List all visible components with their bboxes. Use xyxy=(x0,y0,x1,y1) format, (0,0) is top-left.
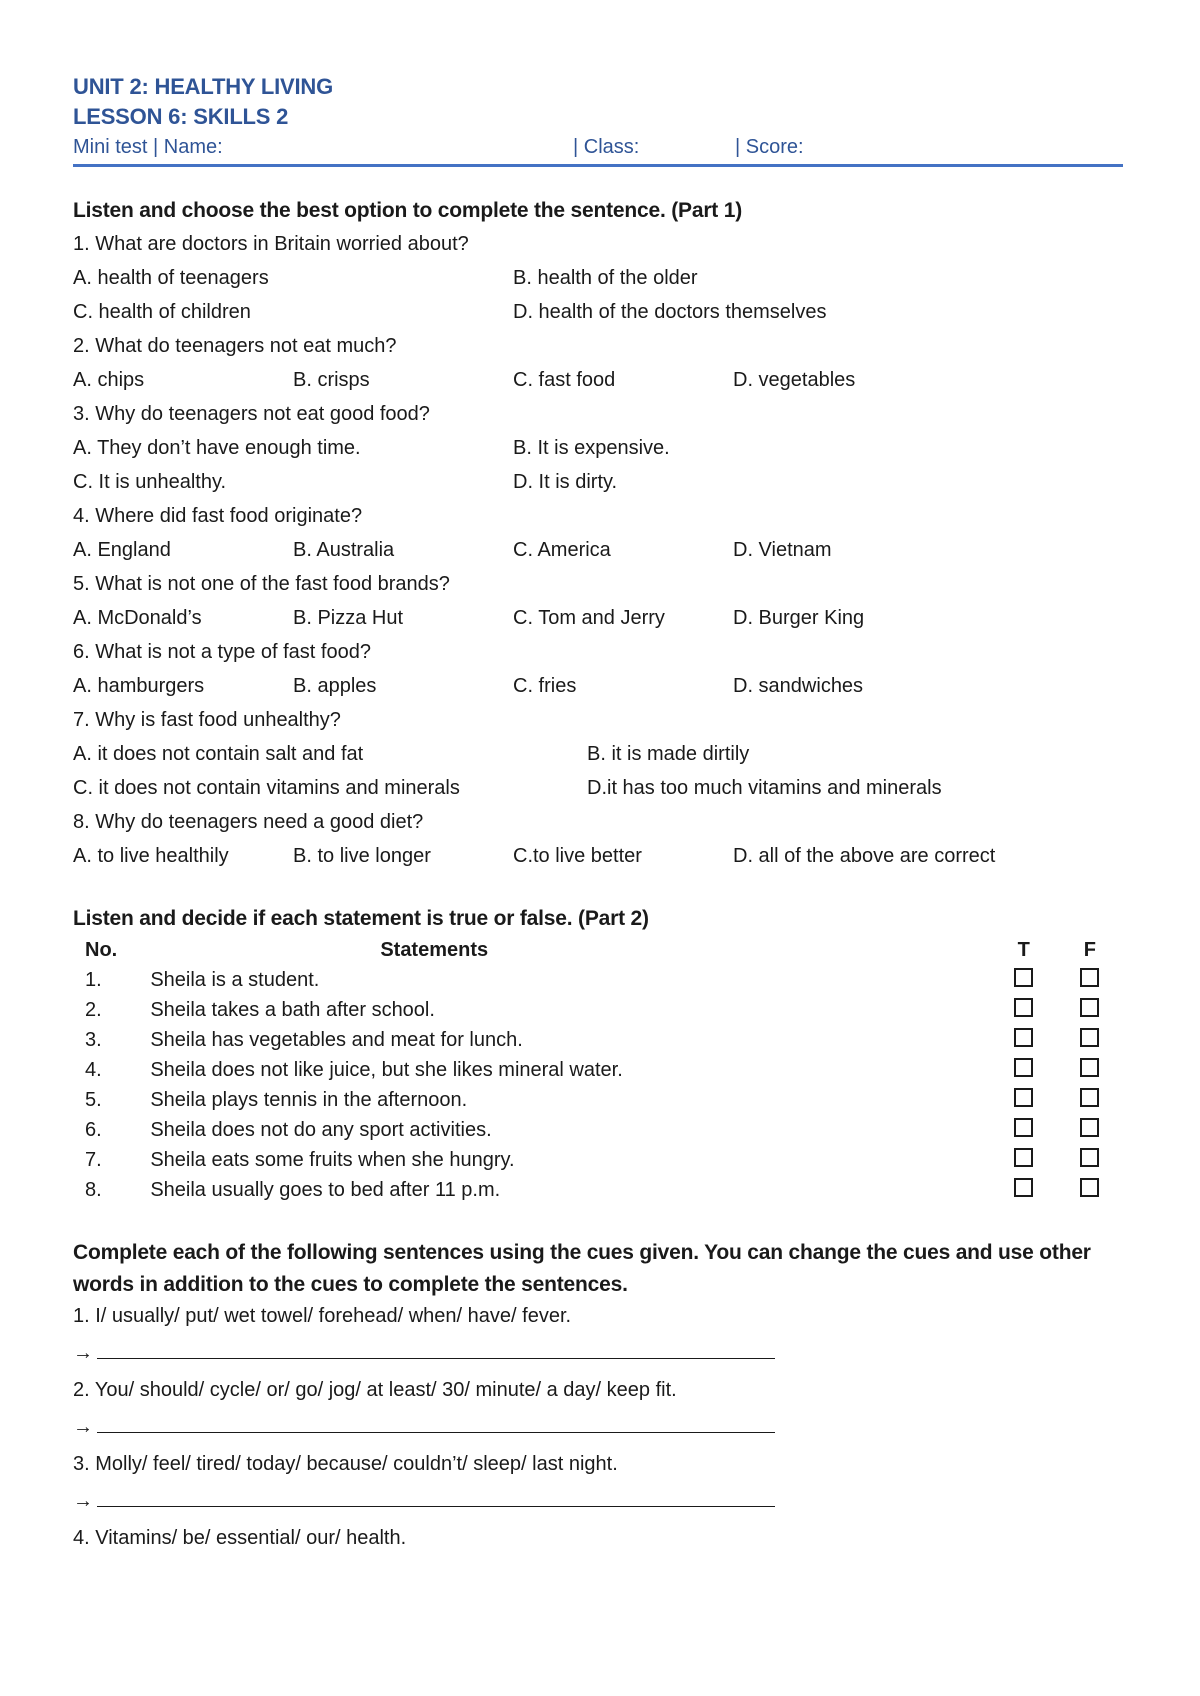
answer-option[interactable]: C. It is unhealthy. xyxy=(73,471,227,493)
part3-title-line2: words in addition to the cues to complete the sentences. xyxy=(73,1273,628,1296)
options-row xyxy=(73,737,1123,771)
statement-text: Sheila plays tennis in the afternoon. xyxy=(150,1088,468,1111)
statement-text: Sheila does not like juice, but she likes mineral water. xyxy=(150,1058,623,1081)
statement-text: Sheila does not do any sport activities. xyxy=(150,1118,492,1141)
true-cell xyxy=(991,1055,1057,1085)
arrow-icon: → xyxy=(73,1490,93,1512)
col-false: F xyxy=(1083,938,1096,961)
worksheet xyxy=(73,72,1123,1553)
cue-sentence: 1. I/ usually/ put/ wet towel/ forehead/ when/ have/ fever. xyxy=(73,1305,572,1327)
table-row xyxy=(73,1115,1123,1145)
table-row xyxy=(73,1145,1123,1175)
cue-sentence: 4. Vitamins/ be/ essential/ our/ health. xyxy=(73,1527,407,1549)
write-in-line[interactable] xyxy=(97,1412,775,1433)
answer-option[interactable]: A. health of teenagers xyxy=(73,267,269,289)
question-text: 6. What is not a type of fast food? xyxy=(73,641,371,663)
false-checkbox[interactable] xyxy=(1080,1118,1099,1137)
arrow-icon: → xyxy=(73,1342,93,1364)
part2-title: Listen and decide if each statement is true or false. (Part 2) xyxy=(73,907,649,930)
answer-option[interactable]: C. fast food xyxy=(513,369,616,391)
question-text: 2. What do teenagers not eat much? xyxy=(73,335,397,357)
answer-option[interactable]: D. health of the doctors themselves xyxy=(513,301,827,323)
false-checkbox[interactable] xyxy=(1080,1028,1099,1047)
true-cell xyxy=(991,1115,1057,1145)
answer-option[interactable]: D. Burger King xyxy=(733,607,865,629)
answer-option[interactable]: B. It is expensive. xyxy=(513,437,670,459)
true-checkbox[interactable] xyxy=(1014,1118,1033,1137)
statement-text: Sheila usually goes to bed after 11 p.m. xyxy=(150,1178,501,1201)
write-in-line[interactable] xyxy=(97,1338,775,1359)
true-cell xyxy=(991,1145,1057,1175)
answer-option[interactable]: A. chips xyxy=(73,369,145,391)
true-checkbox[interactable] xyxy=(1014,998,1033,1017)
answer-option[interactable]: D. vegetables xyxy=(733,369,856,391)
col-statements: Statements xyxy=(380,938,489,961)
answer-option[interactable]: D. Vietnam xyxy=(733,539,832,561)
statement-number: 1. xyxy=(85,968,102,991)
info-row xyxy=(73,132,1123,167)
false-cell xyxy=(1057,1115,1123,1145)
answer-option[interactable]: B. crisps xyxy=(293,369,370,391)
cue-sentence: 2. You/ should/ cycle/ or/ go/ jog/ at least/ 30/ minute/ a day/ keep fit. xyxy=(73,1379,677,1401)
answer-line xyxy=(73,1331,1123,1375)
part3-items xyxy=(73,1301,1123,1553)
part1-title: Listen and choose the best option to complete the sentence. (Part 1) xyxy=(73,199,743,222)
statement-number: 5. xyxy=(85,1088,102,1111)
answer-line xyxy=(73,1479,1123,1523)
unit-title: UNIT 2: HEALTHY LIVING xyxy=(73,74,334,99)
true-checkbox[interactable] xyxy=(1014,1028,1033,1047)
statement-text: Sheila eats some fruits when she hungry. xyxy=(150,1148,515,1171)
class-field-label: | Class: xyxy=(573,136,640,158)
answer-option[interactable]: D.it has too much vitamins and minerals xyxy=(587,777,942,799)
statement-number: 4. xyxy=(85,1058,102,1081)
true-cell xyxy=(991,1025,1057,1055)
table-row xyxy=(73,1055,1123,1085)
answer-option[interactable]: B. health of the older xyxy=(513,267,698,289)
answer-line xyxy=(73,1405,1123,1449)
question-text: 4. Where did fast food originate? xyxy=(73,505,363,527)
options-row xyxy=(73,431,1123,465)
true-false-table xyxy=(73,935,1123,1205)
options-row xyxy=(73,533,1123,567)
true-cell xyxy=(991,965,1057,995)
table-row xyxy=(73,1175,1123,1205)
false-checkbox[interactable] xyxy=(1080,1148,1099,1167)
answer-option[interactable]: C. fries xyxy=(513,675,577,697)
false-cell xyxy=(1057,1085,1123,1115)
question-text: 7. Why is fast food unhealthy? xyxy=(73,709,341,731)
question-text: 5. What is not one of the fast food brands? xyxy=(73,573,450,595)
answer-option[interactable]: A. They don’t have enough time. xyxy=(73,437,361,459)
statement-text: Sheila is a student. xyxy=(150,968,320,991)
table-row xyxy=(73,1085,1123,1115)
answer-option[interactable]: C. it does not contain vitamins and minerals xyxy=(73,777,460,799)
cue-sentence: 3. Molly/ feel/ tired/ today/ because/ couldn’t/ sleep/ last night. xyxy=(73,1453,618,1475)
false-cell xyxy=(1057,995,1123,1025)
options-row xyxy=(73,601,1123,635)
table-row xyxy=(73,965,1123,995)
answer-option[interactable]: A. England xyxy=(73,539,171,561)
options-row xyxy=(73,839,1123,873)
answer-option[interactable]: D. all of the above are correct xyxy=(733,845,996,867)
statement-number: 8. xyxy=(85,1178,102,1201)
col-no: No. xyxy=(85,938,118,961)
options-row xyxy=(73,771,1123,805)
false-checkbox[interactable] xyxy=(1080,998,1099,1017)
part1-questions xyxy=(73,227,1123,873)
answer-option[interactable]: C. Tom and Jerry xyxy=(513,607,665,629)
score-field-label: | Score: xyxy=(735,136,804,158)
false-cell xyxy=(1057,1175,1123,1205)
answer-option[interactable]: C. health of children xyxy=(73,301,251,323)
true-checkbox[interactable] xyxy=(1014,1088,1033,1107)
true-cell xyxy=(991,1175,1057,1205)
false-cell xyxy=(1057,965,1123,995)
false-cell xyxy=(1057,1055,1123,1085)
answer-option[interactable]: C. America xyxy=(513,539,611,561)
answer-option[interactable]: A. hamburgers xyxy=(73,675,205,697)
statement-number: 6. xyxy=(85,1118,102,1141)
answer-option[interactable]: A. it does not contain salt and fat xyxy=(73,743,364,765)
question-text: 3. Why do teenagers not eat good food? xyxy=(73,403,430,425)
statement-number: 3. xyxy=(85,1028,102,1051)
true-checkbox[interactable] xyxy=(1014,1148,1033,1167)
question-text: 8. Why do teenagers need a good diet? xyxy=(73,811,424,833)
true-checkbox[interactable] xyxy=(1014,1178,1033,1197)
false-checkbox[interactable] xyxy=(1080,968,1099,987)
answer-option[interactable]: C.to live better xyxy=(513,845,642,867)
table-row xyxy=(73,1025,1123,1055)
false-checkbox[interactable] xyxy=(1080,1058,1099,1077)
options-row xyxy=(73,363,1123,397)
answer-option[interactable]: B. Pizza Hut xyxy=(293,607,404,629)
answer-option[interactable]: B. apples xyxy=(293,675,377,697)
statement-number: 7. xyxy=(85,1148,102,1171)
name-field-label: Mini test | Name: xyxy=(73,136,223,158)
statement-text: Sheila takes a bath after school. xyxy=(150,998,435,1021)
col-true: T xyxy=(1017,938,1030,961)
options-row xyxy=(73,261,1123,295)
false-checkbox[interactable] xyxy=(1080,1178,1099,1197)
arrow-icon: → xyxy=(73,1416,93,1438)
table-row xyxy=(73,995,1123,1025)
true-cell xyxy=(991,1085,1057,1115)
answer-option[interactable]: B. Australia xyxy=(293,539,395,561)
answer-option[interactable]: B. it is made dirtily xyxy=(587,743,750,765)
lesson-title: LESSON 6: SKILLS 2 xyxy=(73,104,289,129)
answer-option[interactable]: D. sandwiches xyxy=(733,675,864,697)
false-checkbox[interactable] xyxy=(1080,1088,1099,1107)
write-in-line[interactable] xyxy=(97,1486,775,1507)
options-row xyxy=(73,669,1123,703)
options-row xyxy=(73,465,1123,499)
true-cell xyxy=(991,995,1057,1025)
part3-title-line1: Complete each of the following sentences using the cues given. You can change the cues and use other xyxy=(73,1241,1091,1264)
statement-text: Sheila has vegetables and meat for lunch. xyxy=(150,1028,523,1051)
true-checkbox[interactable] xyxy=(1014,1058,1033,1077)
true-checkbox[interactable] xyxy=(1014,968,1033,987)
answer-option[interactable]: A. to live healthily xyxy=(73,845,229,867)
statement-number: 2. xyxy=(85,998,102,1021)
question-text: 1. What are doctors in Britain worried about? xyxy=(73,233,469,255)
answer-option[interactable]: D. It is dirty. xyxy=(513,471,618,493)
false-cell xyxy=(1057,1025,1123,1055)
answer-option[interactable]: B. to live longer xyxy=(293,845,431,867)
answer-option[interactable]: A. McDonald’s xyxy=(73,607,202,629)
options-row xyxy=(73,295,1123,329)
table-header-row xyxy=(73,935,1123,965)
false-cell xyxy=(1057,1145,1123,1175)
